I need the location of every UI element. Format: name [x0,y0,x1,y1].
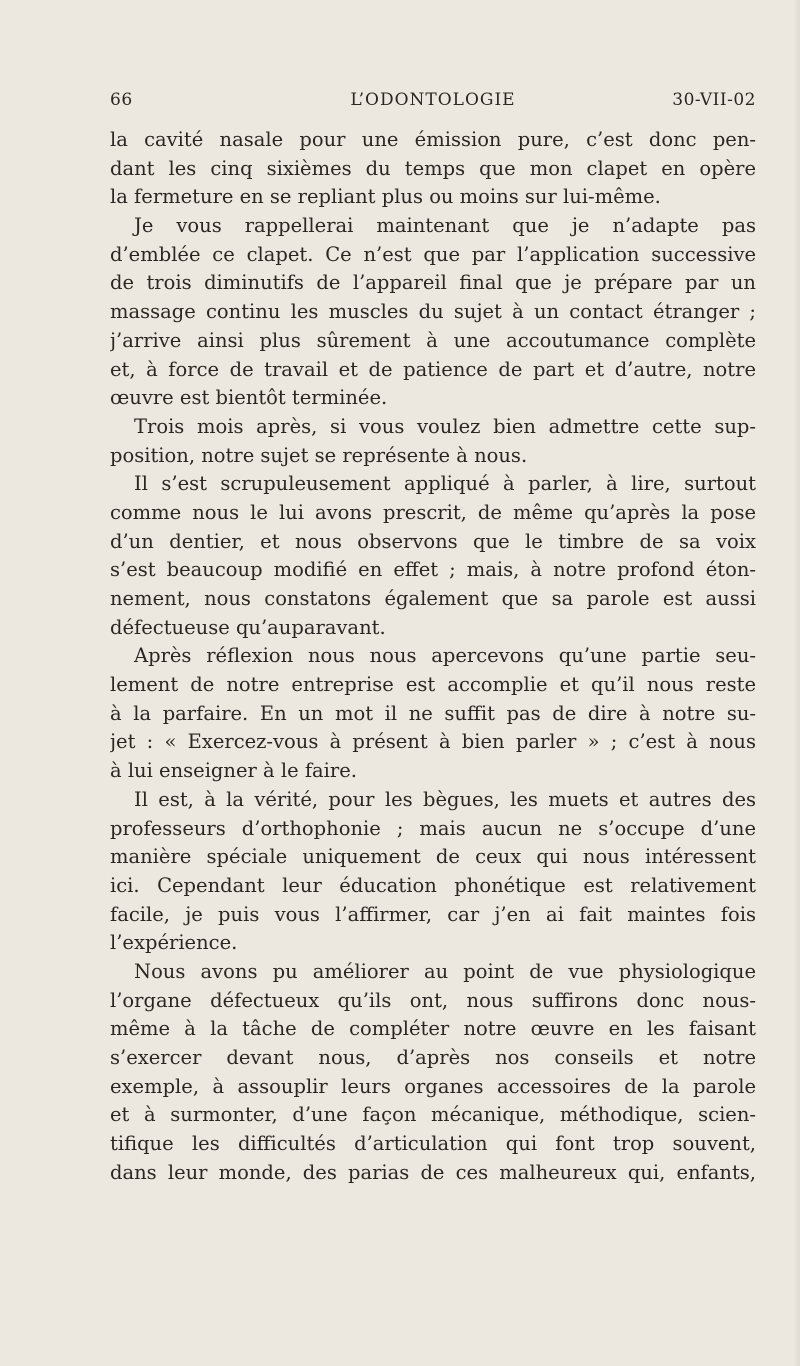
text-line: massage continu les muscles du sujet à un contact étranger ; [110,300,756,324]
text-line: Après réflexion nous nous apercevons qu’une partie seu- [134,644,756,668]
text-line: ici. Cependant leur éducation phonétique est relativement [110,873,756,897]
text-line: professeurs d’orthophonie ; mais aucun ne s’occupe d’une [110,816,756,840]
running-title: L’ODONTOLOGIE [350,90,516,110]
text-line: l’organe défectueux qu’ils ont, nous suffirons donc nous- [110,988,756,1012]
text-line: la cavité nasale pour une émission pure, c’est donc pen- [110,128,756,151]
running-header [110,90,756,114]
text-line: défectueuse qu’auparavant. [110,615,386,639]
text-line: à la parfaire. En un mot il ne suffit pas de dire à notre su- [110,701,756,725]
text-line: manière spéciale uniquement de ceux qui nous intéressent [110,845,756,869]
text-line: s’exercer devant nous, d’après nos conseils et notre [110,1046,756,1069]
text-line: Nous avons pu améliorer au point de vue physiologique [134,959,756,983]
text-line: position, notre sujet se représente à nous. [110,443,528,467]
issue-date: 30-VII-02 [672,90,756,110]
text-line: et, à force de travail et de patience de part et d’autre, notre [110,357,756,381]
text-line: Trois mois après, si vous voulez bien admettre cette sup- [134,414,756,438]
text-line: l’expérience. [110,931,238,955]
text-line: facile, je puis vous l’affirmer, car j’en ai fait maintes fois [110,902,756,926]
text-line: à lui enseigner à le faire. [110,759,357,783]
body-text [110,126,756,1187]
text-line: Il est, à la vérité, pour les bègues, les muets et autres des [134,787,756,811]
text-line: même à la tâche de compléter notre œuvre en les faisant [110,1017,756,1041]
text-line: s’est beaucoup modifié en effet ; mais, à notre profond éton- [110,558,756,582]
text-line: lement de notre entreprise est accomplie et qu’il nous reste [110,673,756,697]
text-line: de trois diminutifs de l’appareil final que je prépare par un [110,271,756,295]
text-line: dant les cinq sixièmes du temps que mon clapet en opère [110,156,756,180]
text-line: exemple, à assouplir leurs organes accessoires de la parole [110,1074,756,1098]
text-line: jet : « Exercez-vous à présent à bien parler » ; c’est à nous [110,730,756,754]
text-line: j’arrive ainsi plus sûrement à une accoutumance complète [110,328,756,352]
text-line: tifique les difficultés d’articulation qui font trop souvent, [110,1132,756,1156]
text-line: œuvre est bientôt terminée. [110,386,388,410]
text-line: et à surmonter, d’une façon mécanique, méthodique, scien- [110,1103,756,1127]
text-line: d’emblée ce clapet. Ce n’est que par l’application successive [110,242,756,266]
text-line: Il s’est scrupuleusement appliqué à parler, à lire, surtout [134,472,756,496]
text-line: comme nous le lui avons prescrit, de même qu’après la pose [110,500,756,524]
text-line: nement, nous constatons également que sa parole est aussi [110,587,756,610]
text-line: dans leur monde, des parias de ces malheureux qui, enfants, [110,1160,756,1184]
text-line: Je vous rappellerai maintenant que je n’adapte pas [134,214,756,238]
text-line: la fermeture en se repliant plus ou moins sur lui-même. [110,185,661,209]
page-number: 66 [110,90,133,110]
text-line: d’un dentier, et nous observons que le timbre de sa voix [110,529,756,553]
